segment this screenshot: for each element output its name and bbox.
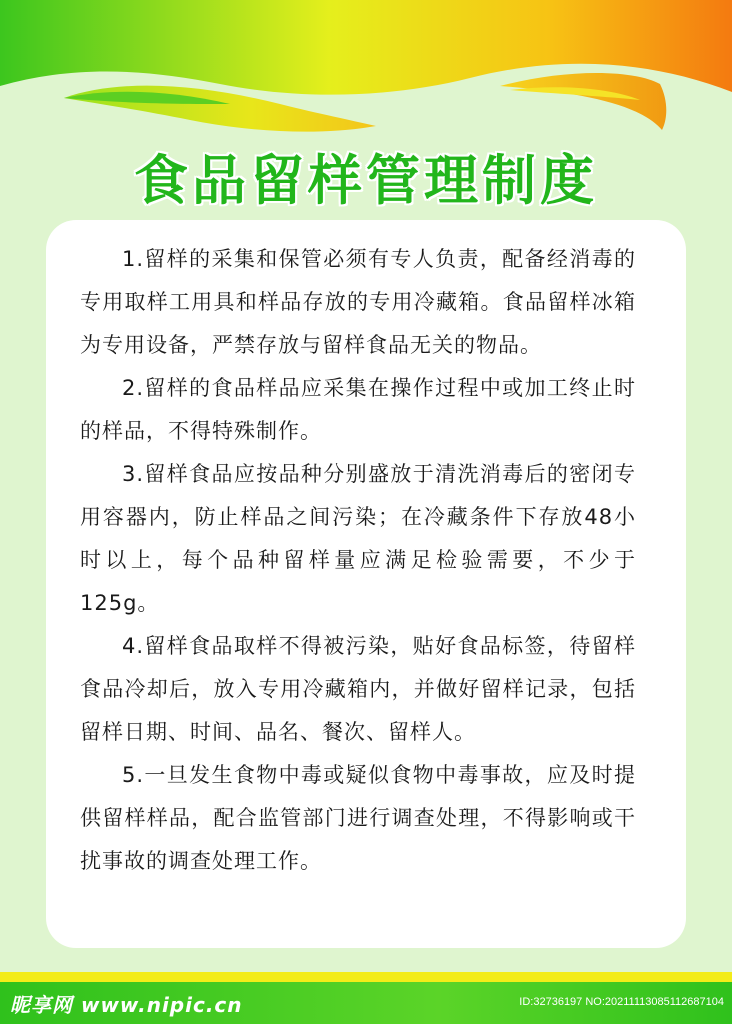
footer-bar — [0, 972, 732, 1024]
watermark-logo: 昵享网 www.nipic.cn — [10, 993, 243, 1017]
footer-stripe-yellow — [0, 972, 732, 982]
header-banner — [0, 0, 732, 150]
rule-paragraph-2: 2.留样的食品样品应采集在操作过程中或加工终止时的样品，不得特殊制作。 — [80, 376, 636, 443]
page-title: 食品留样管理制度 — [134, 149, 598, 212]
rule-paragraph-5: 5.一旦发生食物中毒或疑似食物中毒事故，应及时提供留样样品，配合监管部门进行调查处理，不得影响或干扰事故的调查处理工作。 — [80, 763, 636, 873]
rule-paragraph-1: 1.留样的采集和保管必须有专人负责，配备经消毒的专用取样工用具和样品存放的专用冷藏箱。食品留样冰箱为专用设备，严禁存放与留样食品无关的物品。 — [80, 247, 636, 357]
watermark-id: ID:32736197 NO:20211113085112687104 — [519, 996, 724, 1008]
rule-paragraph-3: 3.留样食品应按品种分别盛放于清洗消毒后的密闭专用容器内，防止样品之间污染；在冷藏条件下存放48小时以上，每个品种留样量应满足检验需要，不少于125g。 — [80, 462, 636, 615]
content-panel — [46, 220, 686, 948]
rule-paragraph-4: 4.留样食品取样不得被污染，贴好食品标签，待留样食品冷却后，放入专用冷藏箱内，并做好留样记录，包括留样日期、时间、品名、餐次、留样人。 — [80, 634, 636, 744]
